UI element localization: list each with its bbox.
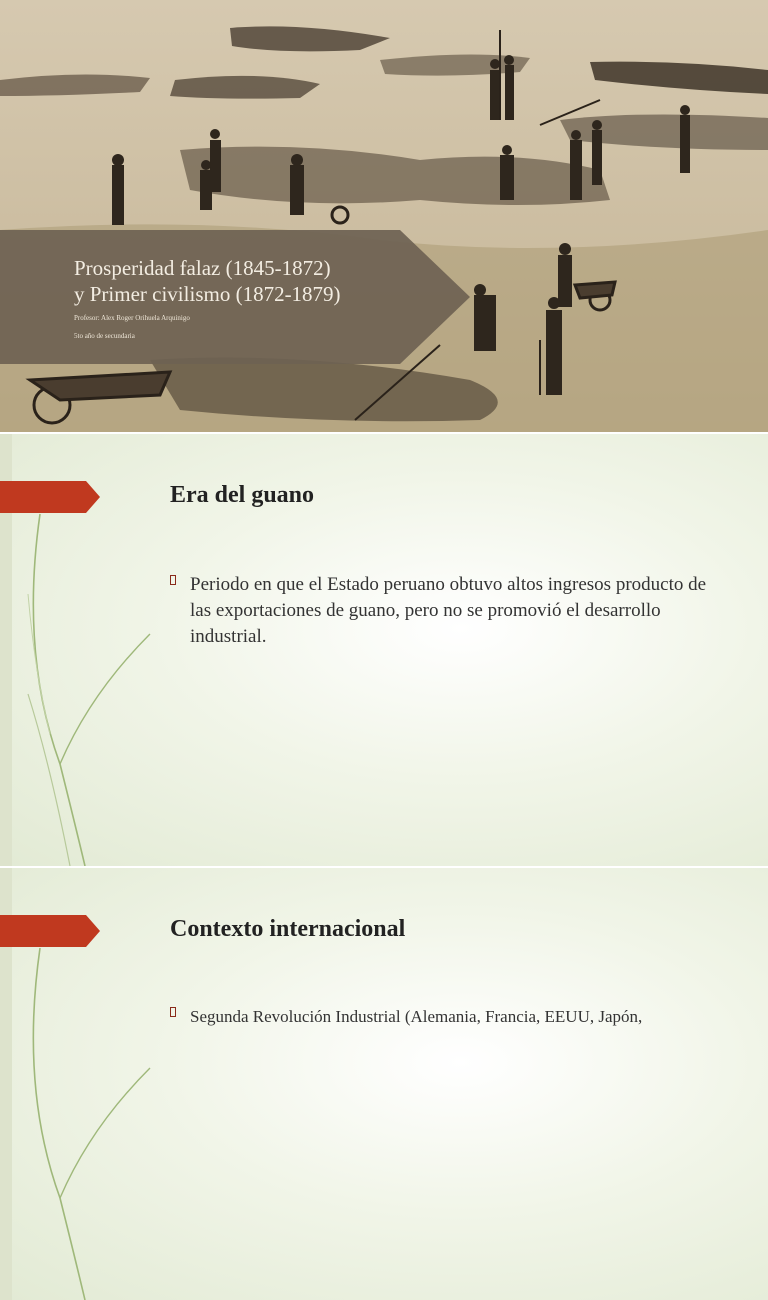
bullet-item [170,572,730,650]
bullet-marker-icon [170,575,176,585]
slide-contexto-internacional [0,868,768,1300]
grade-level: 5to año de secundaria [74,332,135,340]
title-slide [0,0,768,432]
slide-title: Contexto internacional [170,916,406,942]
presentation-title [74,255,454,307]
bullet-text: Segunda Revolución Industrial (Alemania, Francia, EEUU, Japón, [190,1007,643,1026]
title-accent-tag [0,481,100,513]
slide-title: Era del guano [170,482,315,508]
bullet-text: Periodo en que el Estado peruano obtuvo altos ingresos producto de las exportaciones de guano, pero no se promovió el desarrollo industrial. [190,574,707,647]
title-line-1: Prosperidad falaz (1845-1872) [74,256,331,280]
bullet-item [170,1004,730,1030]
teacher-name: Profesor: Alex Roger Orihuela Arquinigo [74,314,190,322]
title-line-2: y Primer civilismo (1872-1879) [74,282,341,306]
guano-excavation-photo [0,0,768,432]
title-accent-tag [0,915,100,947]
bullet-marker-icon [170,1007,176,1017]
slide-era-del-guano [0,434,768,866]
